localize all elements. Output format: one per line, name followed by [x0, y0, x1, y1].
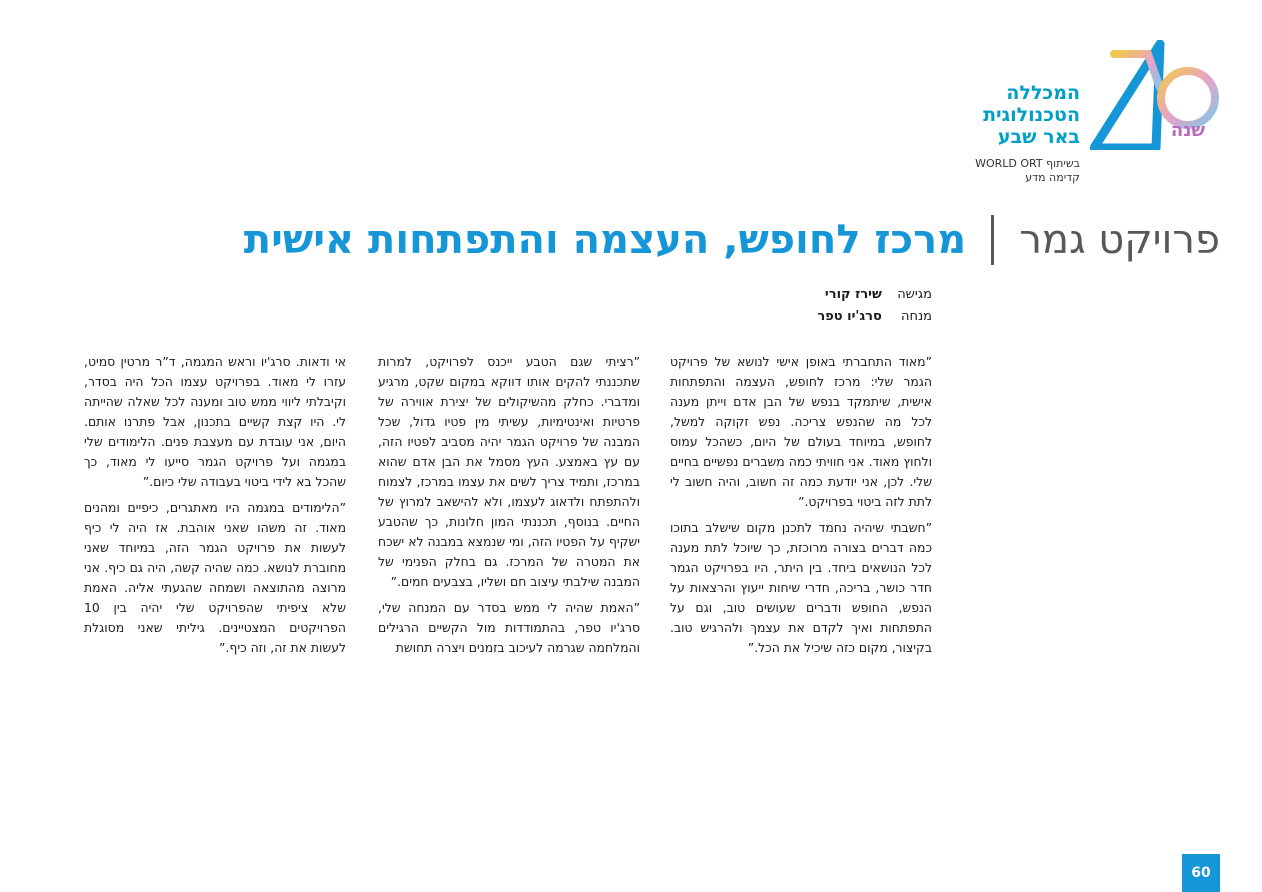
paragraph: אי ודאות. סרג'יו וראש המגמה, ד”ר מרטין סמיט, עזרו לי מאוד. בפרויקט עצמו הכל היה בסדר, וקיבלתי ליווי ממש טוב ומענה לכל שאלה שהייתה לי. היו קצת קשיים בתכנון, אבל פתרנו אותם. היום, אני עובדת עם מעצבת פנים. הלימודים שלי במגמה ועל פרויקט הגמר סייעו לי מאוד, כך שהכל בא לידי ביטוי בעבודה שלי כיום.” [84, 354, 346, 489]
partner-text [960, 157, 1080, 185]
partner-line: קדימה מדע [1025, 171, 1080, 184]
credit-role: מגישה [897, 287, 932, 302]
credit-row [760, 284, 932, 306]
text-column-3 [84, 352, 346, 664]
title-divider [991, 215, 994, 265]
paragraph: ”האמת שהיה לי ממש בסדר עם המנחה שלי, סרג'יו טפר, בהתמודדות מול הקשיים הרגילים והמלחמה שגרמה לעיכוב בזמנים ויצרה תחושת [378, 600, 640, 655]
text-column-1 [670, 352, 932, 664]
institution-line: הטכנולוגית [983, 104, 1080, 126]
page-number: 60 [1182, 854, 1220, 892]
credits [760, 284, 932, 328]
institution-line: באר שבע [997, 126, 1080, 148]
text-column-2 [378, 352, 640, 664]
title-main: מרכז לחופש, העצמה והתפתחות אישית [243, 217, 967, 263]
institution-line: המכללה [1006, 82, 1080, 104]
institution-name [960, 82, 1080, 148]
logo-emblem-icon [1090, 40, 1222, 150]
credit-name: שירז קורי [824, 287, 882, 302]
page-title [100, 215, 1220, 275]
paragraph: ”מאוד התחברתי באופן אישי לנושא של פרויקט הגמר שלי: מרכז לחופש, העצמה והתפתחות אישית, שיתמקד בנפש של הבן אדם וייתן מענה לכל מה שהנפש צריכה. נפש זקוקה למשל, לחופש, במיוחד בעולם של היום, כשהכל עמוס ולחוץ מאוד. אני חוויתי כמה משברים נפשיים בחיים שלי. לכן, אני יודעת כמה זה חשוב, והיה חשוב לי לתת לזה ביטוי בפרויקט.” [670, 354, 932, 509]
college-logo [1090, 40, 1222, 150]
paragraph: ”רציתי שגם הטבע ייכנס לפרויקט, למרות שתכננתי להקים אותו דווקא במקום שקט, מרגיע ומדברי. כחלק מהשיקולים של יצירת אווירה של פרטיות ואינטימיות, עשיתי מין פטיו גדול, שכל המבנה של פרויקט הגמר יהיה מסביב לפטיו הזה, עם עץ באמצע. העץ מסמל את הבן אדם שהוא במרכז, ותמיד צריך לשים את עצמו במרכז, לצמוח ולהתפתח ולדאוג לעצמו, ולא להישאב למרוץ של החיים. בנוסף, תכננתי המון חלונות, כך שהטבע ישקיף על הפטיו הזה, ומי שנמצא במבנה לא ישכח את המטרה של המרכז. גם בחלק הפנימי של המבנה שילבתי עיצוב חם ושליו, בצבעים חמים.” [378, 354, 640, 589]
partner-line: בשיתוף WORLD ORT [975, 157, 1080, 170]
logo-year-label: שנה [1170, 120, 1206, 141]
paragraph: ”חשבתי שיהיה נחמד לתכנן מקום שישלב בתוכו כמה דברים בצורה מרוכזת, כך שיוכל לתת מענה לכל הנושאים ביחד. בין היתר, היו בפרויקט הגמר חדר כושר, בריכה, חדרי שיחות ייעוץ והרצאות על הנפש, החופש ודברים שעושים טוב, וגם על התפתחות ואיך לקדם את עצמך ולהרגיש טוב. בקיצור, מקום כזה שיכיל את הכל.” [670, 520, 932, 655]
credit-row [760, 306, 932, 328]
title-prefix: פרויקט גמר [1019, 217, 1220, 263]
credit-role: מנחה [900, 309, 932, 324]
paragraph: ”הלימודים במגמה היו מאתגרים, כיפיים ומהנים מאוד. זה משהו שאני אוהבת. אז היה לי כיף לעשות את פרויקט הגמר הזה, במיוחד שאני מחוברת לנושא. כמה שהיה קשה, היה גם כיף. אני מרוצה מהתוצאה ושמחה שהגעתי אליה. האמת שלא ציפיתי שהפרויקט שלי יהיה בין 10 הפרויקטים המצטיינים. גיליתי שאני מסוגלת לעשות את זה, וזה כיף.” [84, 500, 346, 655]
credit-name: סרג'יו טפר [817, 309, 882, 324]
